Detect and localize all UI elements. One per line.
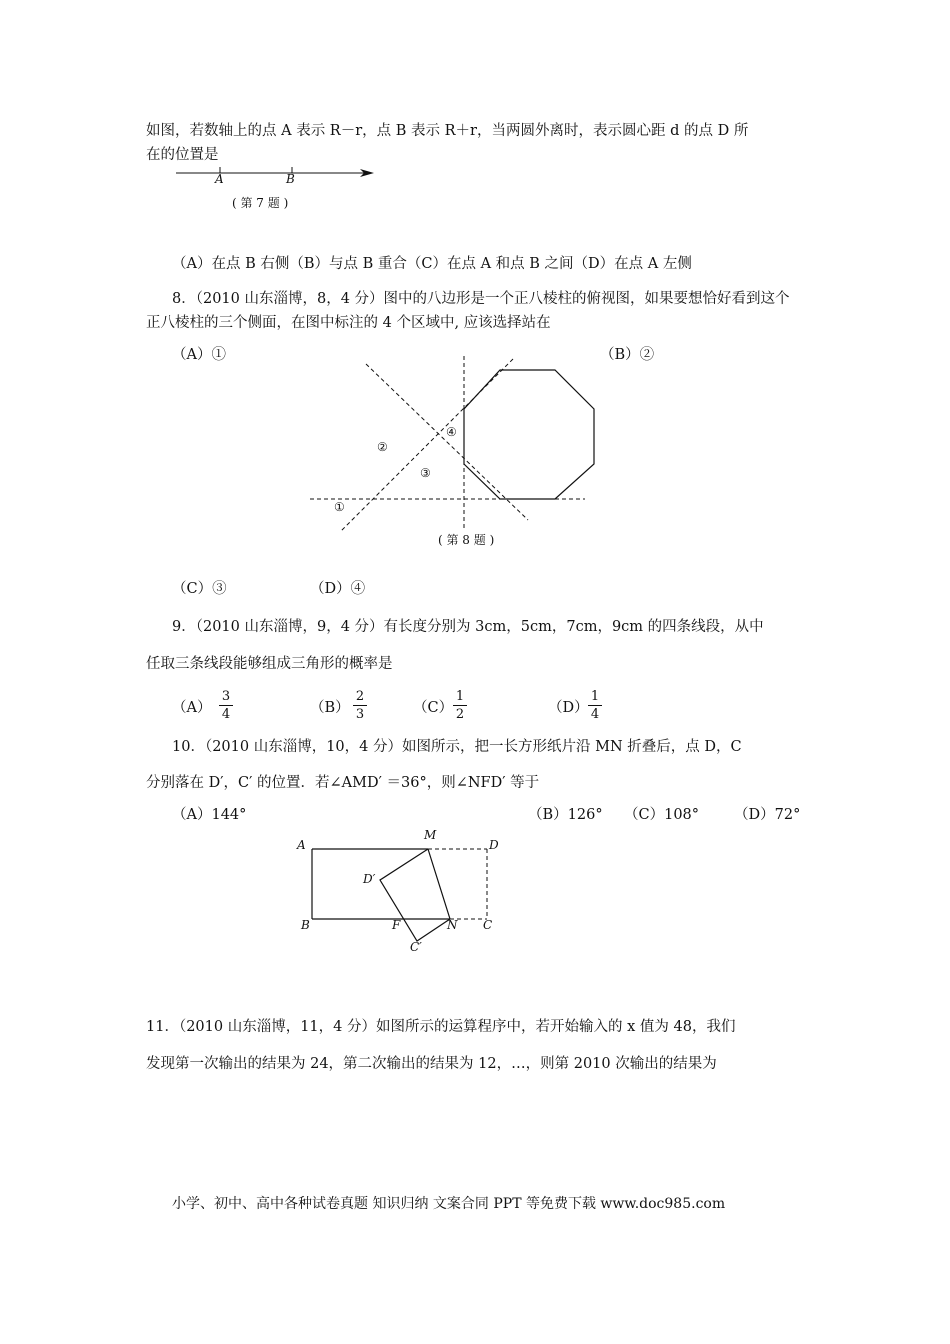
q9-fraction-a-den: 4 — [221, 707, 231, 722]
q9-text-line2: 任取三条线段能够组成三角形的概率是 — [146, 656, 393, 672]
q9-option-c: （C） — [413, 700, 454, 716]
q10-label-n: N — [447, 918, 458, 932]
q8-region-4: ④ — [446, 425, 457, 439]
q8-text-line2: 正八棱柱的三个侧面，在图中标注的 4 个区域中, 应该选择站在 — [146, 315, 551, 331]
q9-option-a: （A） — [172, 700, 212, 716]
page-footer: 小学、初中、高中各种试卷真题 知识归纳 文案合同 PPT 等免费下载 www.doc985.com — [172, 1196, 726, 1212]
q10-fold-figure — [300, 840, 500, 950]
q9-fraction-a — [219, 689, 233, 722]
q7-number-line — [170, 162, 380, 186]
q11-text-line1: 11．（2010 山东淄博，11，4 分）如图所示的运算程序中，若开始输入的 x 值为 48，我们 — [146, 1019, 736, 1035]
q10-label-c: C — [483, 918, 493, 932]
q8-octagon-figure — [300, 350, 600, 540]
q8-text-line1: 8．（2010 山东淄博，8，4 分）图中的八边形是一个正八棱柱的俯视图，如果要想恰好看到这个 — [172, 291, 790, 307]
q9-fraction-b-num: 2 — [355, 689, 365, 704]
q9-fraction-d-den: 4 — [590, 707, 600, 722]
q10-option-c: （C）108° — [624, 807, 700, 823]
octagon-shape — [464, 370, 594, 499]
q8-caption: ( 第 8 题 ) — [438, 533, 495, 547]
q9-option-d: （D） — [548, 700, 589, 716]
q10-label-f: F — [392, 918, 401, 932]
q10-option-a: （A）144° — [172, 807, 247, 823]
q11-text-line2: 发现第一次输出的结果为 24，第二次输出的结果为 12，…，则第 2010 次输出的结果为 — [146, 1056, 717, 1072]
q10-label-c-prime: C′ — [410, 940, 422, 954]
q9-fraction-c-num: 1 — [455, 689, 465, 704]
q9-fraction-d-num: 1 — [590, 689, 600, 704]
q10-option-b: （B）126° — [528, 807, 603, 823]
q8-option-c: （C）③ — [172, 581, 227, 597]
q10-label-d: D — [489, 838, 499, 852]
q7-label-a: A — [215, 172, 224, 186]
q8-option-a: （A）① — [172, 347, 226, 363]
q8-option-d: （D）④ — [310, 581, 366, 597]
q9-fraction-b-den: 3 — [355, 707, 365, 722]
q10-label-b: B — [301, 918, 310, 932]
q10-text-line1: 10．（2010 山东淄博，10，4 分）如图所示，把一长方形纸片沿 MN 折叠后，点 D，C — [172, 739, 742, 755]
q10-label-m: M — [424, 828, 437, 842]
q10-label-a: A — [297, 838, 306, 852]
q9-fraction-b — [353, 689, 367, 722]
q9-text-line1: 9．（2010 山东淄博，9，4 分）有长度分别为 3cm，5cm，7cm，9cm 的四条线段，从中 — [172, 619, 764, 635]
q7-options: （A）在点 B 右侧（B）与点 B 重合（C）在点 A 和点 B 之间（D）在点 A 左侧 — [172, 256, 692, 272]
q9-fraction-c — [453, 689, 467, 722]
q7-text-line1: 如图，若数轴上的点 A 表示 R－r，点 B 表示 R＋r，当两圆外离时，表示圆心距 d 的点 D 所 — [146, 123, 749, 139]
q8-option-b: （B）② — [600, 347, 655, 363]
q8-region-1: ① — [334, 500, 345, 514]
q9-fraction-a-num: 3 — [221, 689, 231, 704]
q9-option-b: （B） — [310, 700, 350, 716]
q8-region-2: ② — [377, 440, 388, 454]
q9-fraction-c-den: 2 — [455, 707, 465, 722]
q10-option-d: （D）72° — [734, 807, 801, 823]
q10-text-line2: 分别落在 D′，C′ 的位置．若∠AMD′ ＝36°，则∠NFD′ 等于 — [146, 775, 540, 791]
q8-region-3: ③ — [420, 466, 431, 480]
q9-fraction-d — [588, 689, 602, 722]
q7-label-b: B — [286, 172, 295, 186]
q7-caption: ( 第 7 题 ) — [232, 196, 289, 210]
q10-label-d-prime: D′ — [363, 872, 376, 886]
q7-text-line2: 在的位置是 — [146, 147, 219, 163]
